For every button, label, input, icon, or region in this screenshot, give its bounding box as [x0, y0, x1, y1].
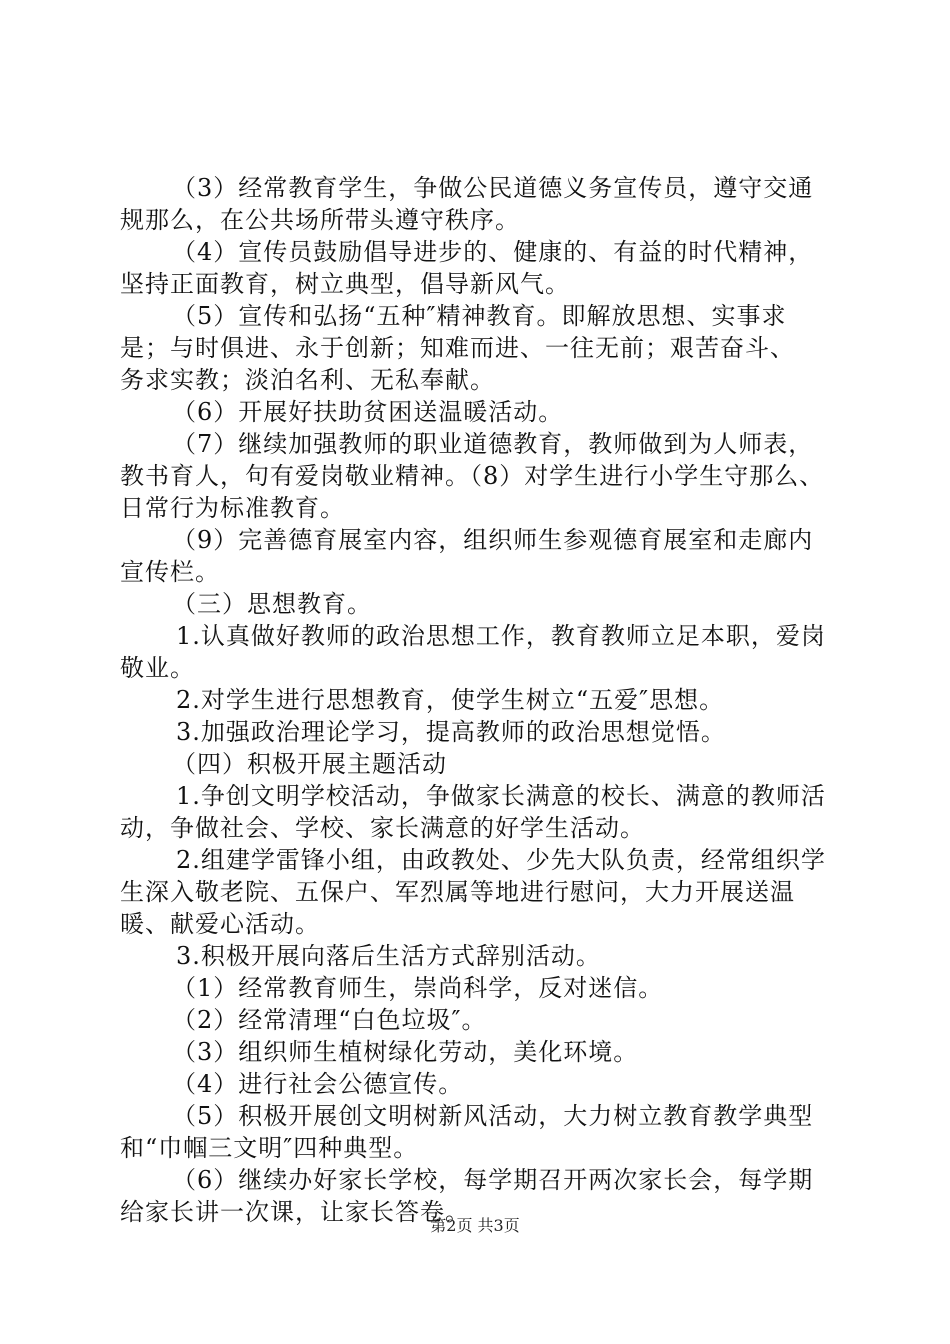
paragraph-line: 2.对学生进行思想教育，使学生树立“五爱″思想。: [176, 686, 725, 714]
paragraph-line: 是；与时俱进、永于创新；知难而进、一往无前；艰苦奋斗、: [120, 334, 795, 362]
paragraph-line: 暖、献爱心活动。: [120, 910, 320, 938]
section-heading: （四）积极开展主题活动: [172, 750, 447, 778]
paragraph-line: 坚持正面教育，树立典型，倡导新风气。: [120, 270, 570, 298]
paragraph-line: （5）积极开展创文明树新风活动，大力树立教育教学典型: [172, 1102, 814, 1130]
paragraph-line: 给家长讲一次课，让家长答卷。: [120, 1198, 470, 1226]
paragraph-line: （4）宣传员鼓励倡导进步的、健康的、有益的时代精神，: [172, 238, 814, 266]
paragraph-line: 3.加强政治理论学习，提高教师的政治思想觉悟。: [176, 718, 726, 746]
paragraph-line: （9）完善德育展室内容，组织师生参观德育展室和走廊内: [172, 526, 814, 554]
section-heading: （三）思想教育。: [172, 590, 372, 618]
paragraph-line: 规那么，在公共场所带头遵守秩序。: [120, 206, 520, 234]
paragraph-line: 教书育人，句有爱岗敬业精神。（8）对学生进行小学生守那么、: [120, 462, 825, 490]
paragraph-line: 动，争做社会、学校、家长满意的好学生活动。: [120, 814, 645, 842]
paragraph-line: 务求实教；淡泊名利、无私奉献。: [120, 366, 495, 394]
paragraph-line: 生深入敬老院、五保户、军烈属等地进行慰问，大力开展送温: [120, 878, 795, 906]
page-footer: 第2页 共3页: [430, 1216, 520, 1235]
paragraph-line: （2）经常清理“白色垃圾″。: [172, 1006, 487, 1034]
paragraph-line: 敬业。: [120, 654, 195, 682]
paragraph-line: （7）继续加强教师的职业道德教育，教师做到为人师表，: [172, 430, 814, 458]
paragraph-line: 1.争创文明学校活动，争做家长满意的校长、满意的教师活: [176, 782, 826, 810]
paragraph-line: （1）经常教育师生，崇尚科学，反对迷信。: [172, 974, 664, 1002]
paragraph-line: （3）组织师生植树绿化劳动，美化环境。: [172, 1038, 639, 1066]
paragraph-line: 2.组建学雷锋小组，由政教处、少先大队负责，经常组织学: [176, 846, 826, 874]
paragraph-line: （4）进行社会公德宣传。: [172, 1070, 464, 1098]
paragraph-line: 1.认真做好教师的政治思想工作，教育教师立足本职，爱岗: [176, 622, 826, 650]
paragraph-line: 3.积极开展向落后生活方式辞别活动。: [176, 942, 601, 970]
paragraph-line: 日常行为标准教育。: [120, 494, 345, 522]
paragraph-line: （6）继续办好家长学校，每学期召开两次家长会，每学期: [172, 1166, 814, 1194]
paragraph-line: （5）宣传和弘扬“五种″精神教育。即解放思想、实事求: [172, 302, 787, 330]
document-body: [120, 172, 840, 1228]
paragraph-line: （3）经常教育学生，争做公民道德义务宣传员，遵守交通: [172, 174, 814, 202]
paragraph-line: 和“巾帼三文明″四种典型。: [120, 1134, 419, 1162]
paragraph-line: 宣传栏。: [120, 558, 220, 586]
paragraph-line: （6）开展好扶助贫困送温暖活动。: [172, 398, 564, 426]
